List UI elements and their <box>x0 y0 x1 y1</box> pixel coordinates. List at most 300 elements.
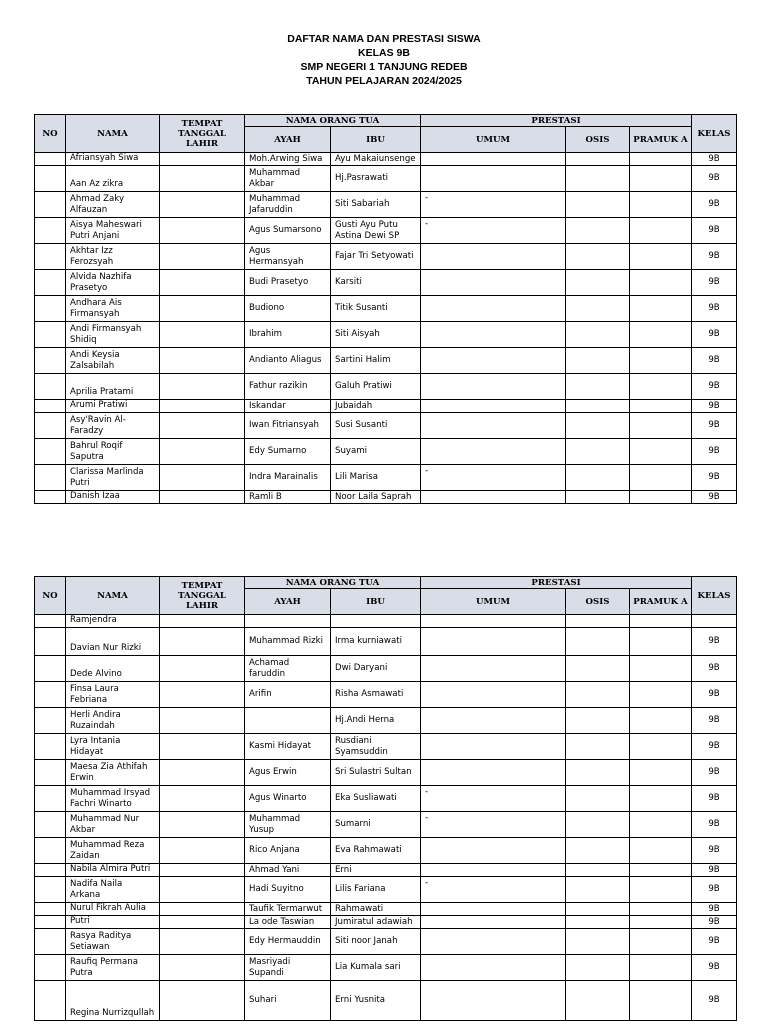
nama-cell: Bahrul Roqif Saputra <box>66 439 160 465</box>
no-cell <box>35 916 66 929</box>
header-orang-tua: NAMA ORANG TUA <box>245 115 421 127</box>
nama-cell: Nadifa Naila Arkana <box>66 877 160 903</box>
osis-cell <box>566 838 630 864</box>
table-row <box>35 656 737 682</box>
no-cell <box>35 628 66 656</box>
kelas-cell: 9B <box>692 413 737 439</box>
pramuka-cell <box>630 296 692 322</box>
pramuka-cell <box>630 244 692 270</box>
ttl-cell <box>160 838 245 864</box>
no-cell <box>35 491 66 504</box>
header-ayah: AYAH <box>245 589 331 615</box>
pramuka-cell <box>630 322 692 348</box>
kelas-cell: 9B <box>692 864 737 877</box>
kelas-cell: 9B <box>692 760 737 786</box>
umum-cell <box>421 955 566 981</box>
pramuka-cell <box>630 413 692 439</box>
umum-cell <box>421 166 566 192</box>
osis-cell <box>566 218 630 244</box>
kelas-cell: 9B <box>692 439 737 465</box>
ayah-cell: Muhammad Rizki <box>245 628 331 656</box>
header-prestasi: PRESTASI <box>421 577 692 589</box>
table-row <box>35 374 737 400</box>
ibu-cell: Karsiti <box>331 270 421 296</box>
ttl-cell <box>160 296 245 322</box>
pramuka-cell <box>630 786 692 812</box>
no-cell <box>35 413 66 439</box>
nama-cell: Arumi Pratiwi <box>66 400 160 413</box>
no-cell <box>35 864 66 877</box>
ttl-cell <box>160 760 245 786</box>
no-cell <box>35 465 66 491</box>
pramuka-cell <box>630 812 692 838</box>
no-cell <box>35 734 66 760</box>
ayah-cell: Andianto Aliagus <box>245 348 331 374</box>
ibu-cell: Dwi Daryani <box>331 656 421 682</box>
ibu-cell: Sumarni <box>331 812 421 838</box>
nama-cell: Ramjendra <box>66 615 160 628</box>
kelas-cell: 9B <box>692 877 737 903</box>
pramuka-cell <box>630 682 692 708</box>
ayah-cell: Ibrahim <box>245 322 331 348</box>
ibu-cell: Lilis Fariana <box>331 877 421 903</box>
ibu-cell: Erni Yusnita <box>331 981 421 1021</box>
pramuka-cell <box>630 192 692 218</box>
umum-cell: - <box>421 465 566 491</box>
ayah-cell: La ode Taswian <box>245 916 331 929</box>
no-cell <box>35 708 66 734</box>
no-cell <box>35 877 66 903</box>
osis-cell <box>566 682 630 708</box>
ttl-cell <box>160 877 245 903</box>
no-cell <box>35 656 66 682</box>
nama-cell: Nurul Fikrah Aulia <box>66 903 160 916</box>
ayah-cell: Iwan Fitriansyah <box>245 413 331 439</box>
umum-cell <box>421 491 566 504</box>
ayah-cell: Masriyadi Supandi <box>245 955 331 981</box>
umum-cell <box>421 628 566 656</box>
ayah-cell: Muhammad Yusup <box>245 812 331 838</box>
ibu-cell: Risha Asmawati <box>331 682 421 708</box>
kelas-cell: 9B <box>692 708 737 734</box>
nama-cell: Danish Izaa <box>66 491 160 504</box>
pramuka-cell <box>630 656 692 682</box>
table-row <box>35 270 737 296</box>
ayah-cell: Edy Hermauddin <box>245 929 331 955</box>
pramuka-cell <box>630 864 692 877</box>
umum-cell <box>421 708 566 734</box>
header-kelas: KELAS <box>692 577 737 615</box>
no-cell <box>35 786 66 812</box>
nama-cell: Muhammad Irsyad Fachri Winarto <box>66 786 160 812</box>
header-no: NO <box>35 115 66 153</box>
pramuka-cell <box>630 270 692 296</box>
ibu-cell: Suyami <box>331 439 421 465</box>
osis-cell <box>566 153 630 166</box>
table-row <box>35 244 737 270</box>
header-pramuka: PRAMUK A <box>630 589 692 615</box>
osis-cell <box>566 192 630 218</box>
umum-cell <box>421 903 566 916</box>
pramuka-cell <box>630 760 692 786</box>
header-ttl: TEMPAT TANGGAL LAHIR <box>160 115 245 153</box>
no-cell <box>35 153 66 166</box>
ayah-cell: Edy Sumarno <box>245 439 331 465</box>
kelas-cell: 9B <box>692 786 737 812</box>
kelas-cell: 9B <box>692 838 737 864</box>
ttl-cell <box>160 244 245 270</box>
no-cell <box>35 955 66 981</box>
ayah-cell: Ramli B <box>245 491 331 504</box>
ttl-cell <box>160 615 245 628</box>
osis-cell <box>566 916 630 929</box>
table-row <box>35 491 737 504</box>
student-table-page-2 <box>34 576 737 1021</box>
table-row <box>35 877 737 903</box>
no-cell <box>35 903 66 916</box>
umum-cell <box>421 413 566 439</box>
table-row <box>35 760 737 786</box>
ayah-cell: Budiono <box>245 296 331 322</box>
kelas-cell: 9B <box>692 955 737 981</box>
ttl-cell <box>160 955 245 981</box>
ibu-cell: Erni <box>331 864 421 877</box>
ayah-cell: Iskandar <box>245 400 331 413</box>
ibu-cell: Jubaidah <box>331 400 421 413</box>
table-body-1 <box>35 153 737 504</box>
ibu-cell: Gusti Ayu Putu Astina Dewi SP <box>331 218 421 244</box>
osis-cell <box>566 864 630 877</box>
pramuka-cell <box>630 877 692 903</box>
table-row <box>35 812 737 838</box>
umum-cell: - <box>421 812 566 838</box>
ayah-cell: Achamad faruddin <box>245 656 331 682</box>
osis-cell <box>566 812 630 838</box>
nama-cell: Lyra Intania Hidayat <box>66 734 160 760</box>
umum-cell: - <box>421 877 566 903</box>
kelas-cell: 9B <box>692 153 737 166</box>
header-no: NO <box>35 577 66 615</box>
ibu-cell: Lili Marisa <box>331 465 421 491</box>
ayah-cell: Agus Winarto <box>245 786 331 812</box>
ibu-cell: Susi Susanti <box>331 413 421 439</box>
nama-cell: Afriansyah Siwa <box>66 153 160 166</box>
osis-cell <box>566 400 630 413</box>
ttl-cell <box>160 981 245 1021</box>
kelas-cell: 9B <box>692 491 737 504</box>
no-cell <box>35 296 66 322</box>
header-ttl: TEMPAT TANGGAL LAHIR <box>160 577 245 615</box>
nama-cell: Andi Firmansyah Shidiq <box>66 322 160 348</box>
kelas-cell: 9B <box>692 322 737 348</box>
ttl-cell <box>160 903 245 916</box>
ibu-cell: Eva Rahmawati <box>331 838 421 864</box>
pramuka-cell <box>630 955 692 981</box>
kelas-cell <box>692 615 737 628</box>
pramuka-cell <box>630 374 692 400</box>
ttl-cell <box>160 734 245 760</box>
table-row <box>35 682 737 708</box>
nama-cell: Regina Nurrizqullah <box>66 981 160 1021</box>
umum-cell <box>421 153 566 166</box>
osis-cell <box>566 413 630 439</box>
osis-cell <box>566 656 630 682</box>
no-cell <box>35 348 66 374</box>
pramuka-cell <box>630 903 692 916</box>
ttl-cell <box>160 374 245 400</box>
no-cell <box>35 929 66 955</box>
ttl-cell <box>160 400 245 413</box>
table-row <box>35 413 737 439</box>
ayah-cell: Muhammad Jafaruddin <box>245 192 331 218</box>
table-row <box>35 903 737 916</box>
ibu-cell: Galuh Pratiwi <box>331 374 421 400</box>
table-row <box>35 218 737 244</box>
ttl-cell <box>160 708 245 734</box>
pramuka-cell <box>630 348 692 374</box>
umum-cell <box>421 244 566 270</box>
ttl-cell <box>160 812 245 838</box>
ibu-cell: Jumiratul adawiah <box>331 916 421 929</box>
nama-cell: Raufiq Permana Putra <box>66 955 160 981</box>
osis-cell <box>566 244 630 270</box>
document-title <box>0 32 768 88</box>
kelas-cell: 9B <box>692 270 737 296</box>
ttl-cell <box>160 465 245 491</box>
osis-cell <box>566 786 630 812</box>
ibu-cell: Siti Aisyah <box>331 322 421 348</box>
header-prestasi: PRESTASI <box>421 115 692 127</box>
student-table-page-1 <box>34 114 737 504</box>
ttl-cell <box>160 491 245 504</box>
header-kelas: KELAS <box>692 115 737 153</box>
osis-cell <box>566 981 630 1021</box>
kelas-cell: 9B <box>692 734 737 760</box>
table-row <box>35 734 737 760</box>
kelas-cell: 9B <box>692 244 737 270</box>
osis-cell <box>566 439 630 465</box>
ttl-cell <box>160 656 245 682</box>
no-cell <box>35 439 66 465</box>
table-row <box>35 322 737 348</box>
ayah-cell <box>245 615 331 628</box>
pramuka-cell <box>630 615 692 628</box>
no-cell <box>35 838 66 864</box>
table-row <box>35 400 737 413</box>
header-nama: NAMA <box>66 115 160 153</box>
header-orang-tua: NAMA ORANG TUA <box>245 577 421 589</box>
kelas-cell: 9B <box>692 929 737 955</box>
osis-cell <box>566 929 630 955</box>
pramuka-cell <box>630 734 692 760</box>
table-row <box>35 916 737 929</box>
nama-cell: Muhammad Reza Zaidan <box>66 838 160 864</box>
ttl-cell <box>160 166 245 192</box>
ayah-cell: Agus Hermansyah <box>245 244 331 270</box>
no-cell <box>35 374 66 400</box>
osis-cell <box>566 491 630 504</box>
nama-cell: Alvida Nazhifa Prasetyo <box>66 270 160 296</box>
nama-cell: Andi Keysia Zalsabilah <box>66 348 160 374</box>
ibu-cell: Siti noor Janah <box>331 929 421 955</box>
nama-cell: Akhtar Izz Ferozsyah <box>66 244 160 270</box>
umum-cell <box>421 916 566 929</box>
ttl-cell <box>160 929 245 955</box>
osis-cell <box>566 615 630 628</box>
ayah-cell: Indra Marainalis <box>245 465 331 491</box>
kelas-cell: 9B <box>692 374 737 400</box>
umum-cell <box>421 682 566 708</box>
header-umum: UMUM <box>421 127 566 153</box>
no-cell <box>35 981 66 1021</box>
pramuka-cell <box>630 439 692 465</box>
osis-cell <box>566 270 630 296</box>
ayah-cell: Agus Sumarsono <box>245 218 331 244</box>
umum-cell <box>421 322 566 348</box>
no-cell <box>35 192 66 218</box>
ibu-cell: Fajar Tri Setyowati <box>331 244 421 270</box>
umum-cell <box>421 734 566 760</box>
umum-cell <box>421 656 566 682</box>
kelas-cell: 9B <box>692 166 737 192</box>
umum-cell <box>421 296 566 322</box>
pramuka-cell <box>630 929 692 955</box>
nama-cell: Ahmad Zaky Alfauzan <box>66 192 160 218</box>
osis-cell <box>566 877 630 903</box>
table-row <box>35 166 737 192</box>
pramuka-cell <box>630 628 692 656</box>
ibu-cell: Noor Laila Saprah <box>331 491 421 504</box>
nama-cell: Dede Alvino <box>66 656 160 682</box>
ibu-cell: Ayu Makaiunsenge <box>331 153 421 166</box>
ibu-cell: Irma kurniawati <box>331 628 421 656</box>
umum-cell <box>421 929 566 955</box>
table-row <box>35 929 737 955</box>
pramuka-cell <box>630 491 692 504</box>
table-row <box>35 439 737 465</box>
ibu-cell: Rahmawati <box>331 903 421 916</box>
ayah-cell: Moh.Arwing Siwa <box>245 153 331 166</box>
no-cell <box>35 615 66 628</box>
header-nama: NAMA <box>66 577 160 615</box>
ayah-cell: Fathur razikin <box>245 374 331 400</box>
umum-cell <box>421 439 566 465</box>
table-row <box>35 615 737 628</box>
kelas-cell: 9B <box>692 348 737 374</box>
ayah-cell: Rico Anjana <box>245 838 331 864</box>
ttl-cell <box>160 413 245 439</box>
umum-cell <box>421 615 566 628</box>
ttl-cell <box>160 270 245 296</box>
no-cell <box>35 166 66 192</box>
ibu-cell: Lia Kumala sari <box>331 955 421 981</box>
ayah-cell: Taufik Termarwut <box>245 903 331 916</box>
no-cell <box>35 682 66 708</box>
ibu-cell: Hj.Andi Herna <box>331 708 421 734</box>
umum-cell <box>421 864 566 877</box>
nama-cell: Nabila Almira Putri <box>66 864 160 877</box>
header-pramuka: PRAMUK A <box>630 127 692 153</box>
ttl-cell <box>160 322 245 348</box>
no-cell <box>35 812 66 838</box>
osis-cell <box>566 374 630 400</box>
osis-cell <box>566 734 630 760</box>
nama-cell: Aprilia Pratami <box>66 374 160 400</box>
table-row <box>35 708 737 734</box>
kelas-cell: 9B <box>692 465 737 491</box>
ttl-cell <box>160 348 245 374</box>
nama-cell: Finsa Laura Febriana <box>66 682 160 708</box>
osis-cell <box>566 465 630 491</box>
pramuka-cell <box>630 838 692 864</box>
table-row <box>35 628 737 656</box>
no-cell <box>35 400 66 413</box>
no-cell <box>35 218 66 244</box>
osis-cell <box>566 708 630 734</box>
header-ibu: IBU <box>331 589 421 615</box>
table-row <box>35 348 737 374</box>
title-line-2: KELAS 9B <box>358 47 410 59</box>
pramuka-cell <box>630 166 692 192</box>
kelas-cell: 9B <box>692 812 737 838</box>
header-osis: OSIS <box>566 589 630 615</box>
nama-cell: Asy'Ravin Al-Faradzy <box>66 413 160 439</box>
nama-cell: Aan Az zikra <box>66 166 160 192</box>
kelas-cell: 9B <box>692 981 737 1021</box>
pramuka-cell <box>630 916 692 929</box>
table-row <box>35 955 737 981</box>
no-cell <box>35 322 66 348</box>
umum-cell <box>421 348 566 374</box>
ttl-cell <box>160 439 245 465</box>
no-cell <box>35 270 66 296</box>
ttl-cell <box>160 628 245 656</box>
pramuka-cell <box>630 153 692 166</box>
osis-cell <box>566 296 630 322</box>
osis-cell <box>566 322 630 348</box>
osis-cell <box>566 166 630 192</box>
ttl-cell <box>160 916 245 929</box>
osis-cell <box>566 955 630 981</box>
ayah-cell <box>245 708 331 734</box>
table-row <box>35 786 737 812</box>
kelas-cell: 9B <box>692 218 737 244</box>
umum-cell <box>421 760 566 786</box>
ibu-cell: Eka Susliawati <box>331 786 421 812</box>
umum-cell <box>421 374 566 400</box>
ayah-cell: Hadi Suyitno <box>245 877 331 903</box>
ayah-cell: Kasmi Hidayat <box>245 734 331 760</box>
pramuka-cell <box>630 708 692 734</box>
umum-cell <box>421 981 566 1021</box>
nama-cell: Aisya Maheswari Putri Anjani <box>66 218 160 244</box>
pramuka-cell <box>630 218 692 244</box>
ibu-cell: Sartini Halim <box>331 348 421 374</box>
no-cell <box>35 760 66 786</box>
ttl-cell <box>160 153 245 166</box>
nama-cell: Andhara Ais Firmansyah <box>66 296 160 322</box>
pramuka-cell <box>630 465 692 491</box>
table-row <box>35 296 737 322</box>
table-row <box>35 864 737 877</box>
table-row <box>35 838 737 864</box>
kelas-cell: 9B <box>692 192 737 218</box>
kelas-cell: 9B <box>692 903 737 916</box>
title-line-4: TAHUN PELAJARAN 2024/2025 <box>306 75 462 87</box>
kelas-cell: 9B <box>692 628 737 656</box>
osis-cell <box>566 903 630 916</box>
umum-cell <box>421 270 566 296</box>
